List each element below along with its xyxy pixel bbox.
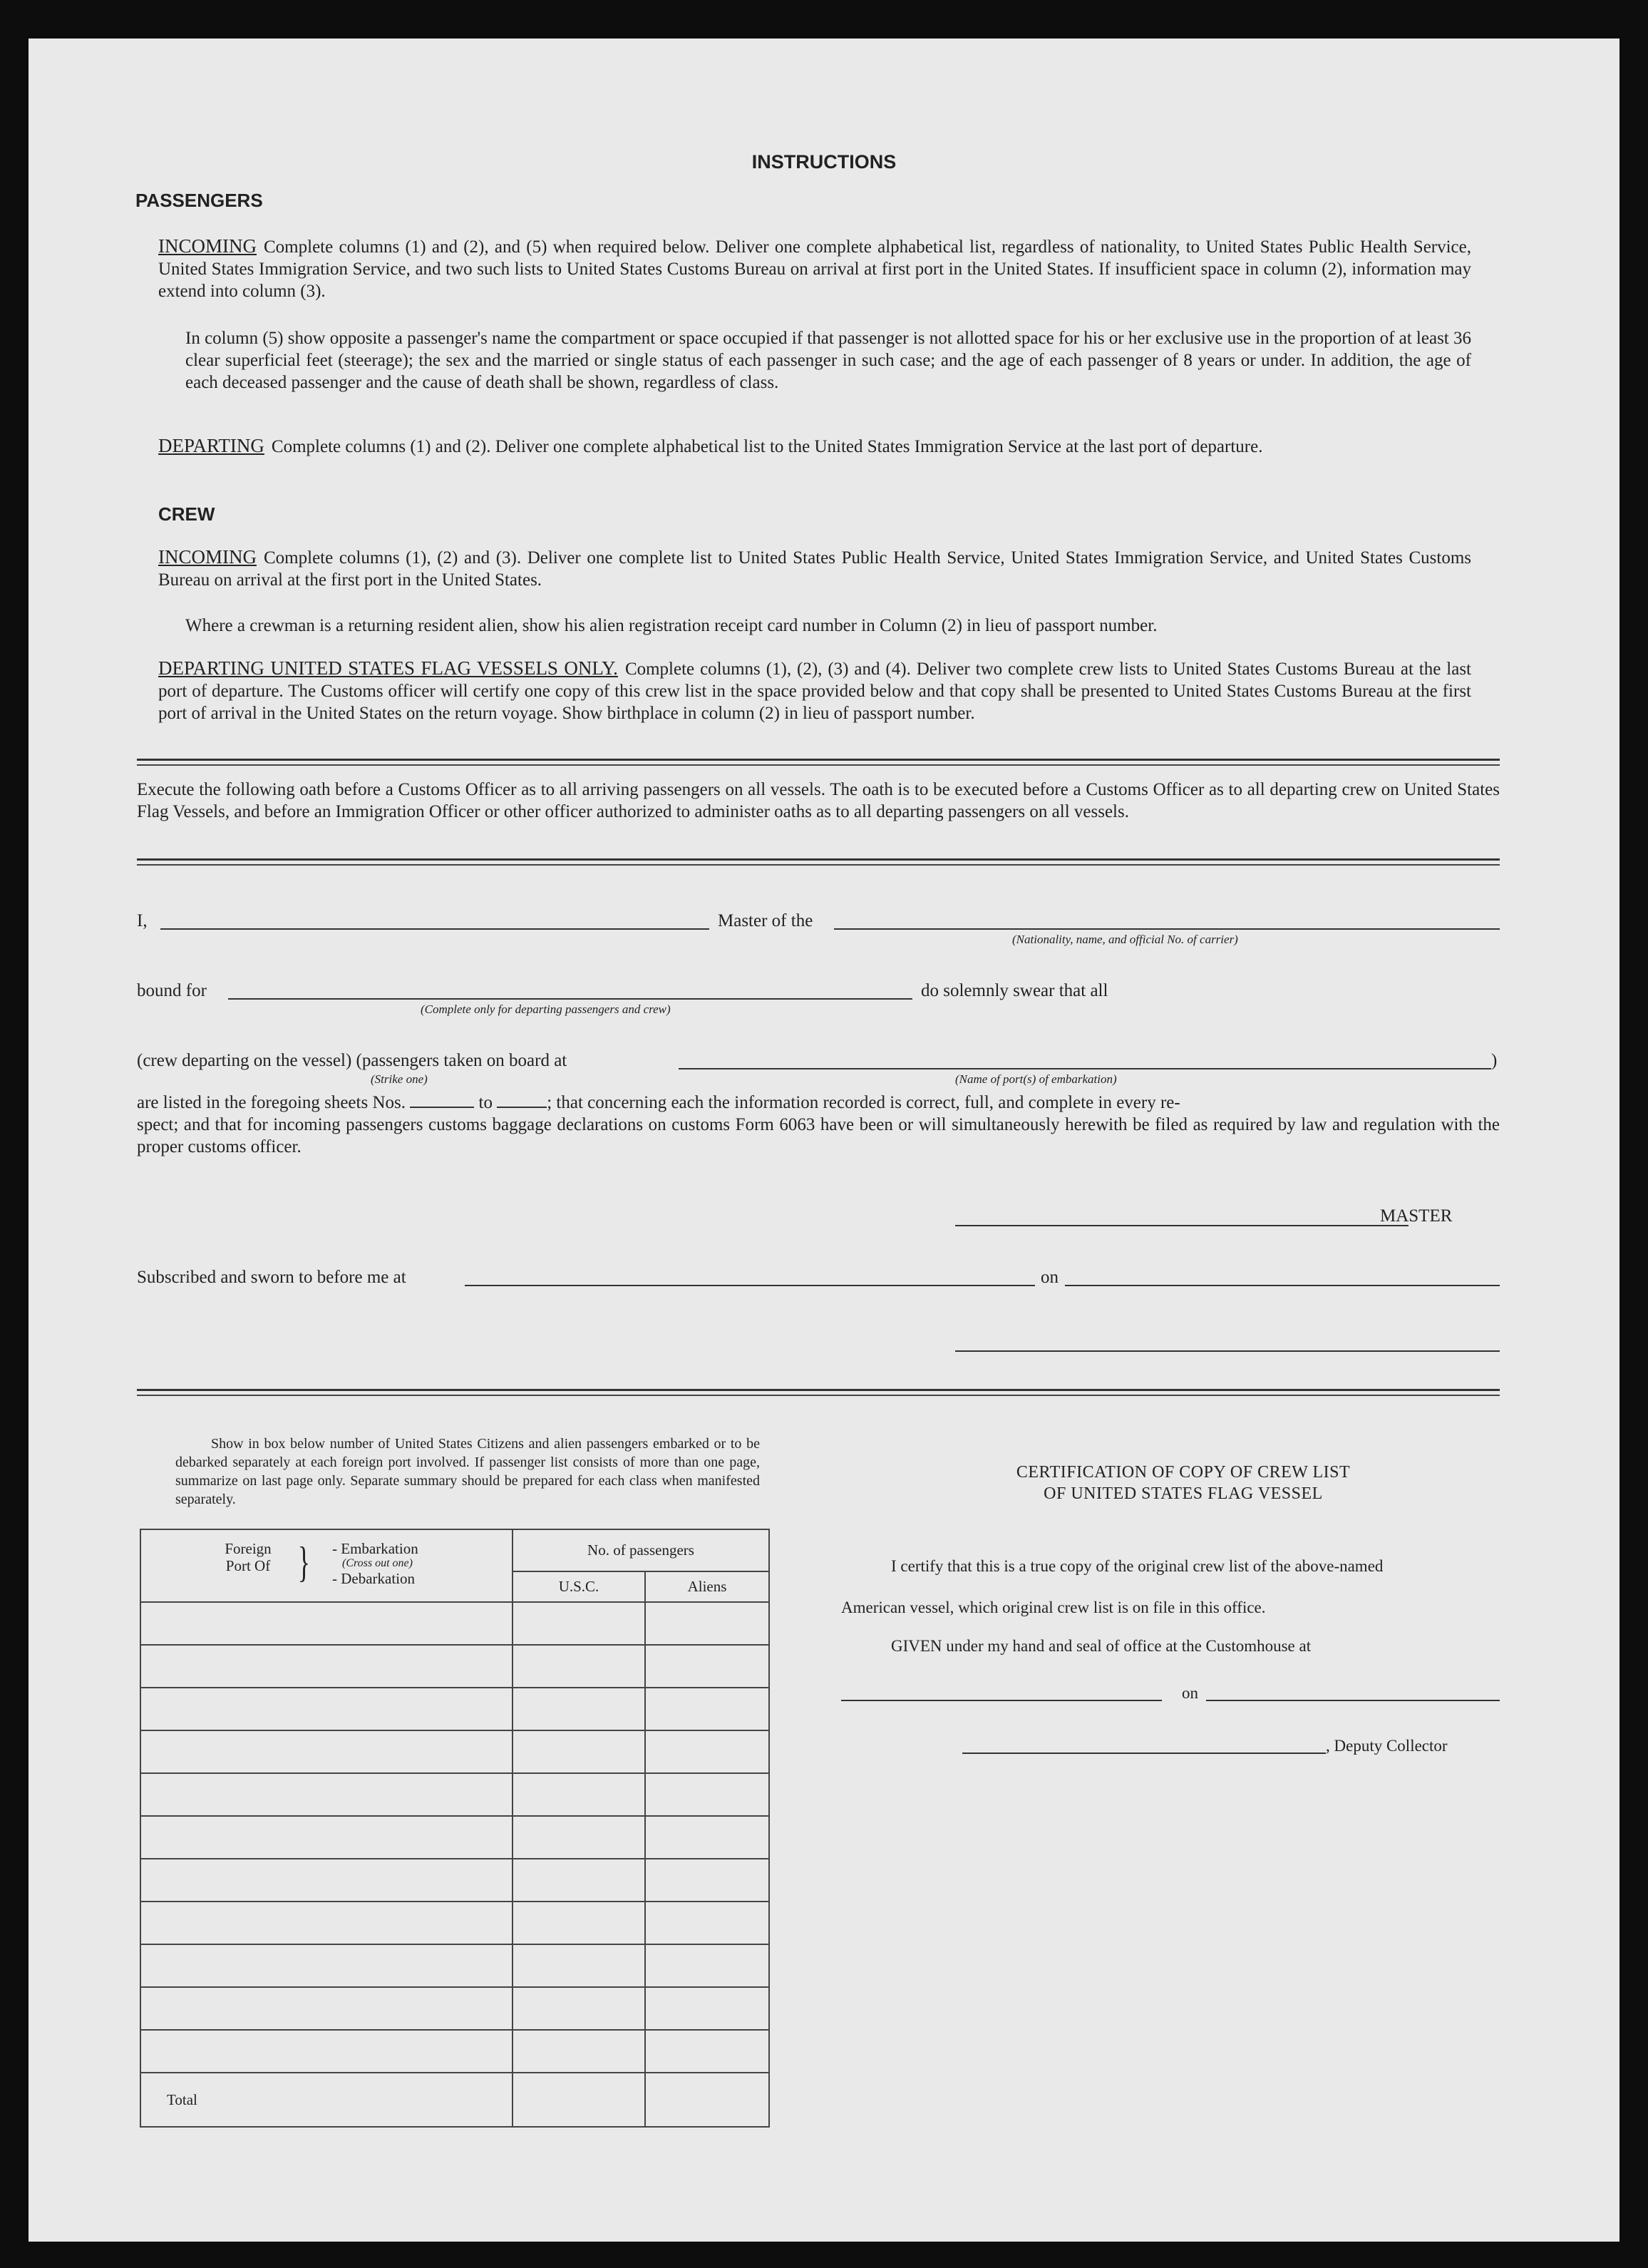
port-cell[interactable]	[140, 2030, 513, 2073]
usc-cell[interactable]	[513, 1987, 645, 2030]
nationality-caption: (Nationality, name, and official No. of carrier)	[1012, 933, 1238, 946]
table-row	[140, 1987, 769, 2030]
embarkation-label	[332, 1540, 418, 1587]
aliens-cell[interactable]	[645, 1987, 769, 2030]
aliens-cell[interactable]	[645, 1944, 769, 1987]
master-label: MASTER	[1380, 1206, 1453, 1226]
bound-for-label: bound for	[137, 981, 207, 1000]
aliens-total-cell[interactable]	[645, 2073, 769, 2127]
port-cell[interactable]	[140, 1987, 513, 2030]
usc-cell[interactable]	[513, 1859, 645, 1902]
table-row	[140, 1816, 769, 1859]
port-cell[interactable]	[140, 1816, 513, 1859]
aliens-cell[interactable]	[645, 1902, 769, 1944]
usc-cell[interactable]	[513, 1816, 645, 1859]
subscribed-label: Subscribed and sworn to before me at	[137, 1268, 406, 1287]
sheet-from-field[interactable]	[410, 1091, 474, 1108]
table-row	[140, 1944, 769, 1987]
port-cell[interactable]	[140, 1602, 513, 1645]
passengers-departing-label: DEPARTING	[158, 435, 264, 456]
passengers-incoming-label: INCOMING	[158, 235, 257, 257]
sheet-to-field[interactable]	[497, 1091, 547, 1108]
crew-departing-text: Complete columns (1), (2), (3) and (4). Deliver two complete crew lists to United States Customs Bureau at the last port of departure. The Customs officer will certify one copy of this crew list in the space provided below and that copy shall be presented to United States Customs Bureau at the first port of arrival in the United States on the return voyage. Show birthplace in column (2) in lieu of passport number.	[158, 660, 1471, 723]
usc-header: U.S.C.	[513, 1571, 645, 1602]
crew-resident-paragraph: Where a crewman is a returning resident alien, show his alien registration receipt card number in Column (2) in lieu of passport number.	[185, 616, 1158, 635]
port-cell[interactable]	[140, 1902, 513, 1944]
usc-cell[interactable]	[513, 2030, 645, 2073]
aliens-cell[interactable]	[645, 1688, 769, 1730]
aliens-header: Aliens	[645, 1571, 769, 1602]
bound-for-line[interactable]	[228, 998, 912, 1000]
embarkation-option[interactable]: - Embarkation	[332, 1540, 418, 1557]
table-row	[140, 1859, 769, 1902]
aliens-cell[interactable]	[645, 1816, 769, 1859]
usc-cell[interactable]	[513, 1688, 645, 1730]
listed-to-label: to	[478, 1093, 493, 1112]
customhouse-line[interactable]	[841, 1700, 1162, 1701]
passengers-incoming-paragraph	[158, 235, 1471, 302]
listed-text-c: spect; and that for incoming passengers customs baggage declarations on customs Form 6063 have been or will simultaneously herewith be filed as required by law and regulation with the proper customs officer.	[137, 1115, 1500, 1156]
crew-departing-paragraph	[158, 657, 1471, 724]
port-cell[interactable]	[140, 1944, 513, 1987]
table-row	[140, 2030, 769, 2073]
divider-top	[137, 759, 1500, 761]
crew-incoming-label: INCOMING	[158, 546, 257, 568]
usc-cell[interactable]	[513, 1645, 645, 1688]
aliens-cell[interactable]	[645, 1773, 769, 1816]
port-cell[interactable]	[140, 1688, 513, 1730]
aliens-cell[interactable]	[645, 2030, 769, 2073]
given-text: GIVEN under my hand and seal of office at the Customhouse at	[891, 1637, 1312, 1655]
table-row	[140, 1602, 769, 1645]
close-paren: )	[1491, 1051, 1498, 1070]
passengers-departing-paragraph	[158, 435, 1471, 458]
port-cell[interactable]	[140, 1645, 513, 1688]
listed-line	[137, 1091, 1500, 1114]
table-row	[140, 1645, 769, 1688]
subscribed-place-line[interactable]	[465, 1285, 1035, 1286]
crew-incoming-paragraph	[158, 546, 1471, 591]
certification-date-line[interactable]	[1206, 1700, 1500, 1701]
passengers-column5-paragraph: In column (5) show opposite a passenger's name the compartment or space occupied if that passenger is not allotted space for his or her exclusive use in the proportion of at least 36 clear superficial feet (steerage); the sex and the married or single status of each passenger in such case; and the age of each passenger of 8 years or under. In addition, the age of each deceased passenger and the cause of death shall be shown, regardless of class.	[185, 329, 1471, 392]
crew-departing-label: (crew departing on the vessel) (passengers taken on board at	[137, 1051, 567, 1070]
passengers-departing-text: Complete columns (1) and (2). Deliver one complete alphabetical list to the United States Immigration Service at the last port of departure.	[271, 437, 1263, 456]
page-title: INSTRUCTIONS	[751, 151, 897, 173]
total-label: Total	[140, 2073, 513, 2127]
aliens-cell[interactable]	[645, 1602, 769, 1645]
divider-bottom	[137, 1389, 1500, 1391]
table-total-row	[140, 2073, 769, 2127]
port-cell[interactable]	[140, 1730, 513, 1773]
brace-icon: }	[297, 1539, 311, 1586]
cross-out-caption: (Cross out one)	[342, 1557, 413, 1569]
officer-signature-line[interactable]	[955, 1350, 1500, 1352]
oath-intro: Execute the following oath before a Customs Officer as to all arriving passengers on all vessels. The oath is to be executed before a Customs Officer as to all departing crew on United States Flag Vessels, and before an Immigration Officer or other officer authorized to administer oaths as to all departing passengers on all vessels.	[137, 780, 1500, 821]
master-name-line[interactable]	[160, 928, 709, 930]
master-signature-line[interactable]	[955, 1225, 1408, 1226]
crew-heading: CREW	[158, 503, 215, 525]
debarkation-option[interactable]: - Debarkation	[332, 1570, 416, 1587]
aliens-cell[interactable]	[645, 1645, 769, 1688]
port-header-cell	[140, 1529, 513, 1602]
certification-title-line1: CERTIFICATION OF COPY OF CREW LIST	[1016, 1463, 1351, 1482]
listed-text-a: are listed in the foregoing sheets Nos.	[137, 1093, 406, 1112]
deputy-collector-signature-line[interactable]	[962, 1753, 1326, 1754]
port-cell[interactable]	[140, 1773, 513, 1816]
summary-instructions: Show in box below number of United States Citizens and alien passengers embarked or to be debarked separately at each foreign port involved. If passenger list consists of more than one page, summarize on last page only. Separate summary should be prepared for each class when manifested separately.	[175, 1436, 760, 1507]
certification-title-line2: OF UNITED STATES FLAG VESSEL	[1044, 1484, 1323, 1503]
divider-oath-thin	[137, 864, 1500, 866]
strike-caption: (Strike one)	[371, 1072, 428, 1086]
table-row	[140, 1902, 769, 1944]
aliens-cell[interactable]	[645, 1859, 769, 1902]
table-row	[140, 1730, 769, 1773]
deputy-collector-label: , Deputy Collector	[1326, 1737, 1448, 1755]
carrier-name-line[interactable]	[834, 928, 1500, 930]
form-page	[29, 39, 1619, 2242]
listed-text-b: ; that concerning each the information recorded is correct, full, and complete in every re-	[547, 1093, 1180, 1112]
table-header-row	[140, 1529, 769, 1571]
subscribed-date-line[interactable]	[1065, 1285, 1500, 1286]
crew-incoming-text: Complete columns (1), (2) and (3). Deliver one complete list to United States Public Health Service, United States Immigration Service, and United States Customs Bureau on arrival at the first port in the United States.	[158, 548, 1471, 590]
table-row	[140, 1773, 769, 1816]
passenger-summary-table	[140, 1529, 770, 2128]
port-cell[interactable]	[140, 1859, 513, 1902]
usc-total-cell[interactable]	[513, 2073, 645, 2127]
subscribed-on-label: on	[1041, 1268, 1059, 1287]
divider-bottom-thin	[137, 1395, 1500, 1396]
divider-top-thin	[137, 764, 1500, 766]
usc-cell[interactable]	[513, 1944, 645, 1987]
usc-cell[interactable]	[513, 1773, 645, 1816]
oath-i-label: I,	[137, 911, 148, 930]
embarkation-port-line[interactable]	[679, 1068, 1491, 1069]
divider-oath	[137, 858, 1500, 861]
usc-cell[interactable]	[513, 1902, 645, 1944]
passengers-incoming-text: Complete columns (1) and (2), and (5) when required below. Deliver one complete alphabetical list, regardless of nationality, to United States Public Health Service, United States Immigration Service, and two such lists to United States Customs Bureau on arrival at first port in the United States. If insufficient space in column (2), information may extend into column (3).	[158, 237, 1471, 301]
master-of-label: Master of the	[718, 911, 813, 930]
swear-label: do solemnly swear that all	[921, 981, 1108, 1000]
usc-cell[interactable]	[513, 1602, 645, 1645]
bound-for-caption: (Complete only for departing passengers and crew)	[421, 1002, 671, 1016]
ports-caption: (Name of port(s) of embarkation)	[955, 1072, 1117, 1086]
foreign-port-of: Foreign Port Of	[225, 1540, 272, 1574]
passengers-heading: PASSENGERS	[135, 190, 263, 211]
crew-departing-label: DEPARTING UNITED STATES FLAG VESSELS ONLY.	[158, 657, 618, 679]
certification-on-label: on	[1182, 1684, 1198, 1702]
table-row	[140, 1688, 769, 1730]
certification-title	[884, 1462, 1483, 1504]
certify-text-b: American vessel, which original crew list is on file in this office.	[841, 1599, 1266, 1616]
aliens-cell[interactable]	[645, 1730, 769, 1773]
no-of-passengers-header: No. of passengers	[513, 1529, 769, 1571]
usc-cell[interactable]	[513, 1730, 645, 1773]
certify-text-a: I certify that this is a true copy of the original crew list of the above-named	[891, 1557, 1384, 1575]
